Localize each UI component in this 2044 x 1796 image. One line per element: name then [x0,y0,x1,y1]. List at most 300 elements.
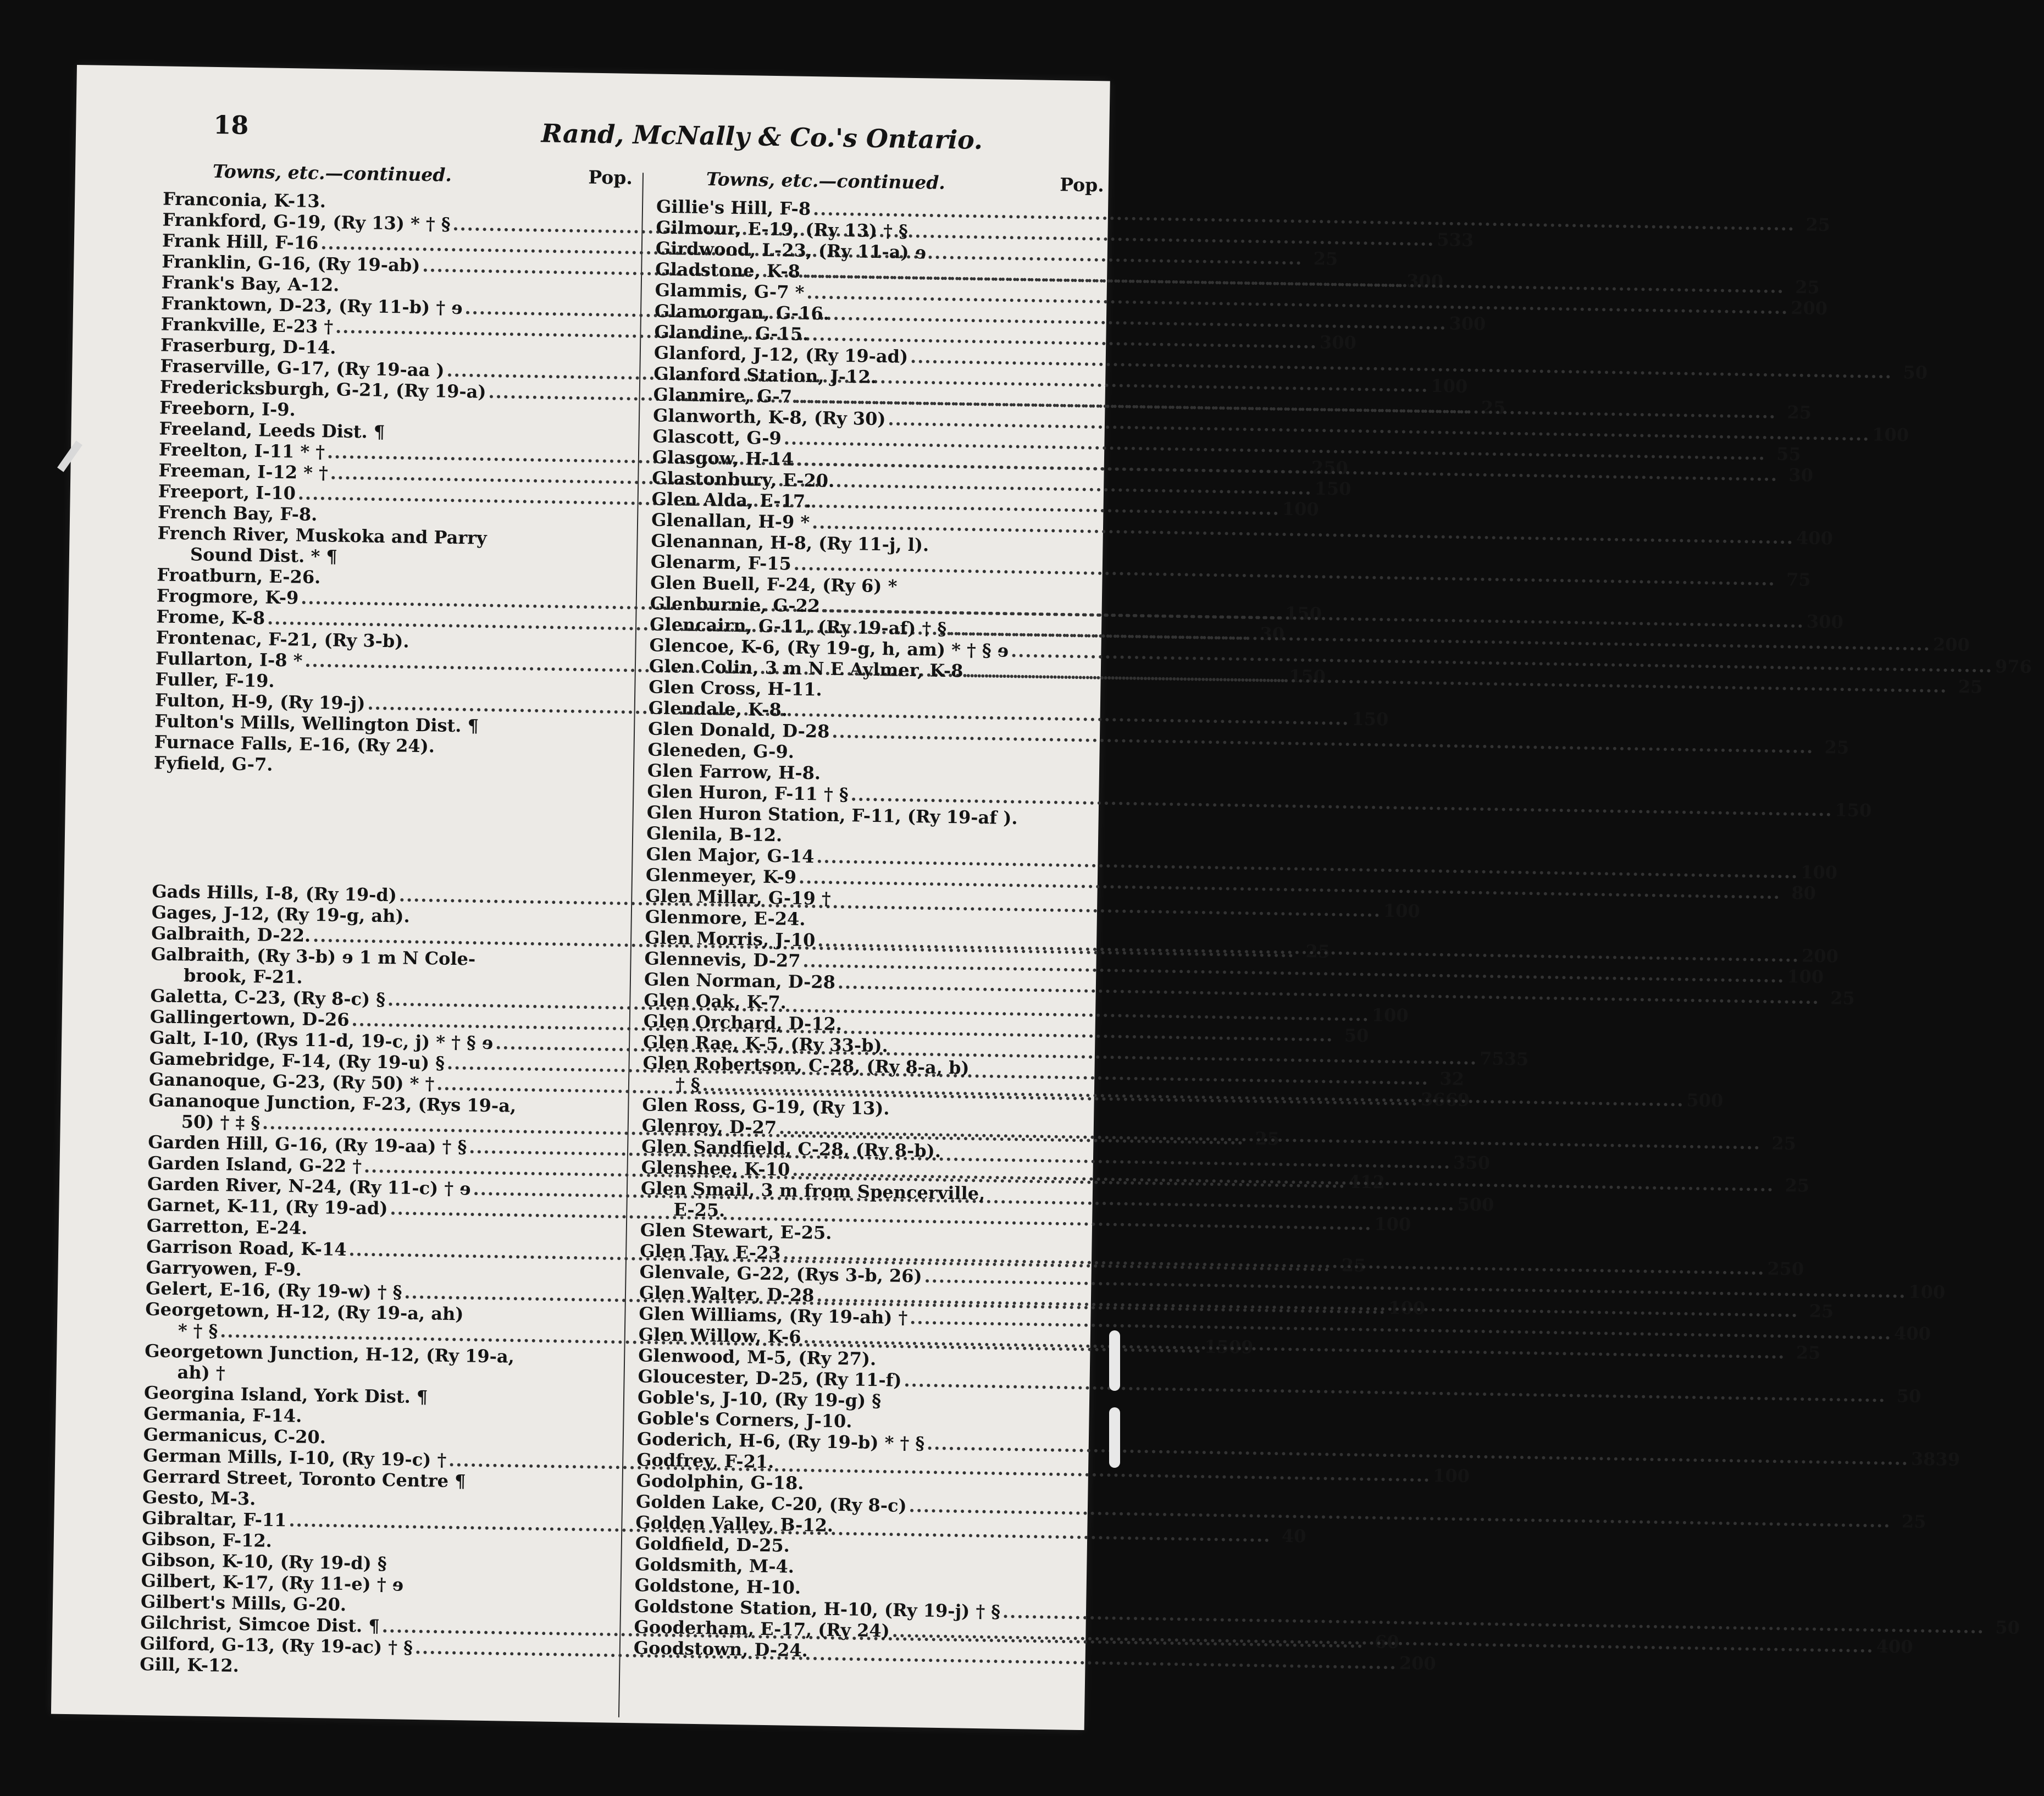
entry-name: Freeport, I-10 [158,480,296,504]
entry-name: Glenshee, K-10 [641,1157,790,1180]
entry-name: Fraserville, G-17, (Ry 19-aa ) [160,355,445,381]
entry-name: Glanford, J-12, (Ry 19-ad) [653,342,909,367]
dot-leader [987,1200,1056,1201]
entry-name: Franconia, K-13. [162,188,326,212]
entry-population: 100 [1371,1004,1409,1026]
entry-population: 25 [1341,1255,1366,1276]
entry-name: Frontenac, F-21, (Ry 3-b). [156,627,409,652]
towns-heading: Towns, etc.—continued. [212,160,452,186]
entry-name: Glascott, G-9 [652,425,782,449]
dot-leader [789,1009,1059,1013]
entry-name: Gooderham, E-17, (Ry 24) [634,1616,890,1642]
dot-leader [328,207,600,212]
entry-population: 3669 [1420,1088,1470,1111]
entry-name: Froatburn, E-26. [157,564,321,588]
entry-population: 25 [1785,1175,1810,1196]
dot-leader [796,1573,1050,1577]
entry-name: Gads Hills, I-8, (Ry 19-d) [152,881,397,906]
entry-population: 150 [1284,603,1322,625]
entry-population: 100 [1383,900,1420,922]
entry-name: Freelton, I-11 * † [158,439,325,463]
dot-leader [823,779,1063,783]
entry-population: 25 [1805,214,1831,236]
binding-clip [1109,1407,1120,1468]
entry-population [1068,553,1101,554]
entry-name: Fulton's Mills, Wellington Dist. ¶ [154,710,479,737]
dot-leader [878,1365,1054,1368]
entry-name: Glen Orchard, D-12. [643,1010,843,1035]
entry-name: Gamebridge, F-14, (Ry 19-u) § [149,1048,445,1074]
dot-leader [776,1468,1052,1472]
entry-name: Glen Farrow, H-8. [647,760,821,784]
entry-population: 55 [1776,443,1802,465]
entry-population: 30 [1788,465,1814,486]
dot-leader [834,1239,1055,1242]
dot-leader [910,237,1072,240]
entry-population: 25 [1901,1511,1926,1533]
entry-name: Gibraltar, F-11 [142,1507,287,1531]
entry-name: Freeman, I-12 * † [158,460,329,484]
entry-name: Goldstone Station, H-10, (Ry 19-j) † § [634,1595,1001,1622]
entry-name: German Mills, I-10, (Ry 19-c) † [142,1445,447,1471]
entry-population: 25 [1787,401,1812,423]
entry-population [1060,1075,1093,1076]
entry-name: Glamorgan, G-16. [654,300,830,324]
dot-leader [803,1594,1050,1598]
entry-population [595,692,628,693]
dot-leader [811,340,1070,344]
entry-name: Glen Huron, F-11 † § [647,781,849,805]
dot-leader [879,383,1069,386]
dot-leader [971,1074,1058,1075]
dot-leader [899,593,1066,595]
entry-population: 75 [1786,568,1812,590]
entry-name: Fyfield, G-7. [153,752,273,775]
entry-population [1063,929,1096,930]
dot-leader [328,1443,581,1447]
dot-leader [824,695,1065,699]
entry-population [582,1489,615,1490]
entry-name: Glen Huron Station, F-11, (Ry 19-af ). [646,802,1018,829]
entry-name: Glenvale, G-22, (Rys 3-b, 26) [639,1261,922,1287]
entry-name: Fulton, H-9, (Ry 19-j) [154,689,365,714]
entry-name: Godolphin, G-18. [636,1470,804,1494]
entry-name: Glen Colin, 3 m N E Aylmer, K-8 [649,655,963,682]
entry-population [1063,908,1096,909]
entry-population [583,1447,616,1448]
entry-population: 300 [1406,270,1444,292]
entry-population [1066,699,1099,700]
entry-name: Garrison Road, K-14 [146,1236,347,1260]
dot-leader [790,716,1064,721]
entry-name: Glenannan, H-8, (Ry 11-j, l). [651,530,929,556]
entry-name: Glenwood, M-5, (Ry 27). [638,1345,877,1370]
entry-name: Glen Major, G-14 [646,843,815,867]
entry-name: Goldfield, D-25. [635,1533,790,1556]
dot-leader [517,1363,582,1364]
entry-name: Glen Oak, K-7. [644,990,787,1013]
entry-population: 200 [1399,1653,1436,1675]
dot-leader [792,1552,1051,1556]
entry-name: Glen Tay, E-23 [639,1240,781,1264]
entry-name: Glen Robertson, C-28, (Ry 8-a, b) [642,1052,970,1079]
entry-name: Garretton, E-24. [146,1215,308,1239]
dot-leader [412,922,589,925]
entry-name: Goldsmith, M-4. [634,1554,795,1577]
entry-name: Glennevis, D-27 [644,948,801,971]
entry-name: Frankville, E-23 † [160,313,334,338]
entry-population: 300 [1806,611,1844,633]
entry-name: Georgetown, H-12, (Ry 19-a, ah) [145,1298,464,1325]
entry-population: 25 [1796,1342,1821,1364]
entry-name: Garden River, N-24, (Ry 11-c) † ɘ [147,1173,471,1200]
dot-leader [274,1547,579,1552]
dot-leader [796,758,1063,762]
dot-leader [298,416,597,421]
entry-population: 50 [1903,362,1928,383]
entry-population [585,1280,618,1281]
entry-name: Goderich, H-6, (Ry 19-b) * † § [636,1428,925,1454]
dot-leader [837,487,1067,491]
entry-name: brook, F-21. [183,965,303,988]
entry-population: 32 [1439,1068,1465,1090]
entry-population: 100 [1787,966,1824,988]
dot-leader [478,965,588,967]
entry-population: 300 [1319,331,1357,353]
entry-population: 976 [1995,655,2032,678]
entry-name: Garden Hill, G-16, (Ry 19-aa) † § [147,1131,467,1158]
page-number: 18 [213,109,249,140]
entry-population [1072,344,1105,345]
entry-name: Glenila, B-12. [646,822,783,846]
entry-name: Gesto, M-3. [142,1486,256,1510]
entry-name: Furnace Falls, E-16, (Ry 24). [154,731,435,757]
entry-population: 150 [1835,799,1872,821]
entry-name: Gillie's Hill, F-8 [656,196,811,220]
entry-name: Glen Ross, G-19, (Ry 13). [642,1094,890,1119]
entry-name: E-25. [673,1199,725,1221]
dot-leader [835,1532,1051,1535]
entry-name: Galbraith, D-22. [151,922,311,946]
entry-name: Gages, J-12, (Ry 19-g, ah). [151,902,411,927]
entry-population [1054,1472,1087,1473]
entry-population: 533 [1437,229,1474,251]
entry-population: 500 [1457,1193,1494,1215]
entry-name: Glen Sandfield, C-28, (Ry 8-b). [641,1136,941,1162]
entry-name: Garryowen, F-9. [146,1257,302,1280]
dot-leader [489,544,595,546]
entry-population [579,1677,612,1678]
entry-name: Franktown, D-23, (Ry 11-b) † ɘ [160,292,463,319]
entry-population [1073,240,1106,241]
dot-leader [304,1422,581,1427]
entry-name: Gelert, E-16, (Ry 19-w) † § [145,1278,402,1303]
entry-name: Glen Donald, D-28 [647,718,830,742]
entry-name: Goldstone, H-10. [634,1574,801,1599]
dot-leader [928,258,1071,261]
entry-name: Gilbert, K-17, (Ry 11-e) † ɘ [141,1570,404,1595]
running-title: Rand, McNally & Co.'s Ontario. [541,118,983,155]
dot-leader [810,1656,1049,1660]
entry-population: 60 [1374,1631,1399,1653]
entry-population: 100 [1908,1281,1946,1303]
entry-name: Glenburnie, G-22 [650,593,821,617]
dot-leader [883,1407,1053,1410]
entry-name: Glasgow, H-14 [652,446,794,470]
entry-population: 300 [1449,313,1486,335]
entry-population: 500 [1686,1090,1724,1112]
entry-name: Gleneden, G-9. [647,739,795,762]
entry-population: 25 [1958,676,1983,698]
entry-name: Glen Williams, (Ry 19-ah) † [639,1303,908,1329]
entry-name: Glen Cross, H-11. [649,676,823,700]
entry-name: Glammis, G-7 * [655,279,805,303]
entry-population: 25 [1830,987,1855,1009]
entry-population: 50 [1344,1025,1369,1047]
entry-population [1064,845,1097,846]
entry-population [588,1113,621,1114]
entry-name: Fullarton, I-8 * [155,648,303,671]
entry-population: 25 [1255,1128,1280,1150]
entry-name: Frankford, G-19, (Ry 13) * † § [162,209,451,235]
entry-name: Glen Millar, G-19 † [645,885,831,909]
entry-population: 3839 [1910,1448,1960,1471]
dot-leader [275,771,591,776]
entry-name: Glen Willow, K-6 [638,1324,801,1347]
entry-name: Gloucester, D-25, (Ry 11-f) [638,1366,902,1391]
entry-name: Frank's Bay, A-12. [161,272,340,296]
entry-name: Franklin, G-16, (Ry 19-ab) [162,251,420,276]
entry-name: Germania, F-14. [143,1403,302,1427]
entry-name: Girdwood, L-23, (Ry 11-a) ɘ [655,237,927,263]
dot-leader [806,1489,1051,1493]
entry-name: Sound Dist. * ¶ [190,544,338,567]
entry-name: Freeborn, I-9. [159,397,296,421]
entry-population: 400 [1893,1323,1931,1345]
pop-heading: Pop. [1059,174,1105,196]
entry-population [595,650,628,651]
entry-name: Glencairn, G-11, (Ry 19-af) † § [649,614,947,639]
entry-name: Glanford Station, J-12. [653,363,877,388]
entry-population: 100 [1872,424,1909,446]
entry-population: 100 [1282,498,1319,520]
dot-leader [813,507,1067,511]
dot-leader [832,320,1070,324]
entry-name: Gill, K-12. [140,1654,240,1676]
entry-name: Fuller, F-19. [155,668,275,692]
dot-leader [430,1403,581,1405]
entry-name: Freeland, Leeds Dist. ¶ [159,418,385,443]
entry-population: 100 [1431,375,1468,397]
pop-heading: Pop. [588,166,633,189]
entry-population [590,967,623,968]
dot-leader [338,354,598,358]
dot-leader [387,438,596,441]
dot-leader [340,563,595,567]
entry-population [1061,1054,1094,1055]
dot-leader [466,1320,583,1322]
entry-name: Gerrard Street, Toronto Centre ¶ [142,1466,466,1492]
entry-population [585,1322,618,1323]
entry-name: Glenarm, F-15 [650,551,792,574]
entry-population: 25 [1313,248,1338,270]
dot-leader [518,1112,586,1113]
dot-leader [341,291,599,295]
entry-name: Glen Walter, D-28 [639,1282,815,1306]
entry-population [1066,720,1099,721]
entry-name: Fredericksburgh, G-21, (Ry 19-a) [159,376,486,402]
dot-leader [784,841,1062,845]
entry-name: French River, Muskoka and Parry [157,522,487,549]
entry-name: Gilmour, E-19, (Ry 13) † § [656,217,909,242]
entry-population [1070,490,1103,491]
entry-population [1060,1117,1093,1118]
entry-name: † § [675,1074,700,1096]
entry-name: Glen Norman, D-28 [644,969,836,993]
entry-name: Glanworth, K-8, (Ry 30) [652,405,886,430]
entry-name: Goble's Corners, J-10. [637,1407,852,1432]
entry-name: Gilford, G-13, (Ry 19-ac) † § [140,1633,413,1658]
entry-name: Glanmire, G-7 [653,384,793,407]
entry-name: Glen Buell, F-24, (Ry 6) * [650,572,898,597]
entry-name: Glen Alda, E-17. [651,488,812,512]
dot-leader [943,1157,1057,1159]
entry-name: Goble's, J-10, (Ry 19-g) § [637,1386,882,1412]
entry-name: Frogmore, K-9 [156,585,299,609]
page-header [213,110,983,166]
entry-population: 400 [1796,527,1833,549]
entry-population: 150 [1289,665,1326,687]
entry-population: 100 [1432,1465,1470,1487]
entry-population: 25 [1824,737,1849,758]
entry-name: 50) † ‡ § [181,1111,261,1134]
entry-name: Glenroy, D-27 [641,1115,777,1139]
entry-population: 1509 [1204,1336,1254,1358]
entry-population [1054,1493,1087,1494]
entry-name: Glencoe, K-6, (Ry 19-g, h, am) * † § ɘ [649,634,1009,661]
entry-population: 7535 [1479,1048,1529,1070]
entry-population [582,1510,615,1511]
entry-name: Georgina Island, York Dist. ¶ [143,1382,428,1408]
dot-leader [807,925,1060,929]
entry-name: Glen Stewart, E-25. [640,1219,832,1244]
entry-name: Garden Island, G-22 † [147,1152,362,1177]
dot-leader [468,1487,580,1489]
entry-population: 200 [1801,945,1839,967]
entry-name: Frome, K-8 [156,606,265,629]
dot-leader [258,1505,580,1510]
entry-name: Gibson, K-10, (Ry 19-d) § [141,1549,387,1574]
entry-population: 25 [1481,397,1506,418]
dot-leader [319,521,595,525]
entry-population: 250 [1311,457,1349,479]
entry-name: Gilbert's Mills, G-20. [140,1591,347,1616]
entry-population [601,295,634,296]
entry-population: 412 [1348,1171,1386,1193]
entry-name: Gananoque Junction, F-23, (Rys 19-a, [148,1090,517,1117]
dot-leader [389,1570,579,1572]
dot-leader [406,1591,578,1594]
dot-leader [891,1115,1057,1118]
entry-population: 100 [1374,1213,1411,1235]
entry-population: 30 [1260,623,1285,645]
entry-name: Gibson, F-12. [141,1528,273,1551]
dot-leader [931,551,1066,554]
entry-population [1055,1430,1088,1431]
entry-name: Gananoque, G-23, (Ry 50) * † [148,1069,435,1095]
entry-name: Galbraith, (Ry 3-b) ɘ 1 m N Cole- [151,943,476,970]
entry-name: French Bay, F-8. [157,501,318,525]
entry-name: Glendale, K-8. [648,697,788,721]
entry-population: 50 [1995,1617,2020,1638]
entry-name: ah) † [177,1362,225,1384]
dot-leader [833,905,1061,909]
entry-name: Galt, I-10, (Rys 11-d, 19-c, j) * † § ɘ [149,1027,494,1054]
entry-population: 200 [1932,634,1970,656]
dot-leader [309,1234,584,1239]
dot-leader [411,648,593,650]
entry-name: Godfrey, F-21. [636,1449,774,1473]
dot-leader [276,687,592,692]
book-page [51,65,2032,1730]
dot-leader [304,983,588,988]
entry-population [1058,1242,1091,1243]
section-gap [152,773,627,888]
dot-leader [241,1672,577,1677]
entry-population: 40 [1281,1525,1306,1547]
entry-name: Glenmore, E-24. [645,906,806,930]
entry-population [599,441,632,442]
entry-name: Frank Hill, F-16 [162,230,319,253]
entry-name: Fraserburg, D-14. [160,334,336,358]
dot-leader [481,732,592,734]
entry-name: Gallingertown, D-26 [149,1006,350,1030]
entry-population: 250 [1767,1258,1804,1280]
dot-leader [890,1052,1059,1054]
dot-leader [854,1428,1053,1431]
entry-name: Gilchrist, Simcoe Dist. ¶ [140,1612,380,1637]
entry-name: Golden Lake, C-20, (Ry 8-c) [635,1491,907,1517]
dot-leader [348,1611,578,1615]
entry-population: 200 [1791,297,1828,319]
entry-name: Galetta, C-23, (Ry 8-c) § [150,985,386,1010]
entry-population: 25 [1771,1132,1797,1154]
entry-population: 400 [1876,1635,1913,1657]
entry-population: 150 [1351,708,1389,730]
entry-name: * † § [178,1320,218,1342]
entry-population: 25 [1809,1300,1834,1322]
dot-leader [1020,824,1062,825]
entry-name: Gladstone, K-8 [655,258,801,282]
entry-name: Goodstown, D-24. [633,1637,808,1661]
entry-name: Garnet, K-11, (Ry 19-ad) [147,1194,388,1219]
binding-clip [1109,1330,1120,1391]
dot-leader [323,583,594,588]
entry-population [597,525,630,526]
entry-population [1051,1660,1084,1661]
entry-population: 100 [1388,1297,1426,1319]
towns-heading: Towns, etc.—continued. [706,168,946,194]
entry-population: 350 [1453,1152,1491,1174]
dot-leader [437,752,592,754]
entry-population: 25 [1305,941,1331,963]
dot-leader [844,1030,1059,1034]
entry-name: Glastonbury, E-20. [652,467,835,491]
entry-name: Glenmeyer, K-9 [645,864,797,888]
entry-population: 25 [1795,277,1820,298]
entry-population [591,925,624,926]
entry-name: Glen Morris, J-10 [644,927,816,951]
